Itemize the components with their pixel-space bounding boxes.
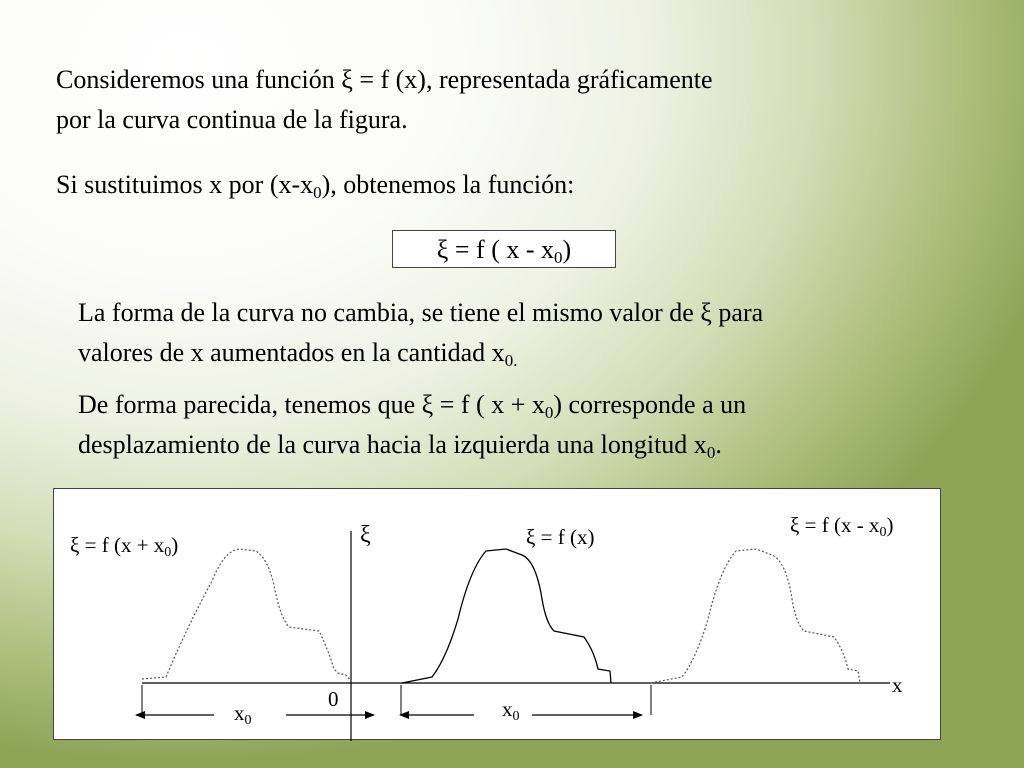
curve-original bbox=[402, 549, 611, 683]
left-shift-line-2-end: . bbox=[715, 430, 722, 459]
substitution-subscript: 0 bbox=[313, 183, 322, 202]
intro-line-2: por la curva continua de la figura. bbox=[56, 105, 408, 134]
label-right-curve-end: ) bbox=[886, 513, 894, 537]
left-shift-line-1: De forma parecida, tenemos que ξ = f ( x + x bbox=[78, 390, 545, 419]
shape-line-1: La forma de la curva no cambia, se tiene el mismo valor de ξ para bbox=[78, 298, 764, 327]
label-center-curve: ξ = f (x) bbox=[526, 525, 595, 549]
label-shift-right-text: x bbox=[502, 697, 513, 721]
label-xi-axis: ξ bbox=[360, 522, 371, 548]
shift-diagram bbox=[53, 488, 941, 740]
label-shift-right bbox=[502, 697, 520, 724]
label-right-curve-text: ξ = f (x - x bbox=[790, 513, 880, 537]
left-shift-line-2-subscript: 0 bbox=[706, 443, 716, 462]
intro-line-1: Consideremos una función ξ = f (x), representada gráficamente bbox=[56, 65, 713, 94]
label-right-curve bbox=[790, 513, 894, 540]
label-shift-left-text: x bbox=[234, 701, 245, 725]
label-x-axis: x bbox=[892, 673, 903, 697]
curve-right-shifted bbox=[651, 549, 860, 683]
label-shift-left bbox=[234, 701, 252, 728]
label-left-curve-sub: 0 bbox=[164, 545, 172, 560]
left-shift-line-1-end: ) corresponde a un bbox=[553, 390, 747, 419]
shape-line-2: valores de x aumentados en la cantidad x bbox=[78, 338, 505, 367]
boxed-formula-text-end: ) bbox=[562, 235, 572, 264]
curve-left-shifted bbox=[142, 549, 351, 681]
label-shift-left-sub: 0 bbox=[244, 713, 252, 728]
boxed-formula-subscript: 0 bbox=[554, 248, 563, 267]
substitution-text: Si sustituimos x por (x-x bbox=[56, 170, 314, 199]
label-shift-right-sub: 0 bbox=[512, 709, 520, 724]
shape-paragraph bbox=[78, 293, 763, 373]
shape-line-2-subscript: 0. bbox=[504, 351, 518, 370]
label-left-curve-text: ξ = f (x + x bbox=[70, 533, 165, 557]
boxed-formula-text: ξ = f ( x - x bbox=[436, 235, 555, 264]
boxed-formula bbox=[392, 230, 616, 268]
substitution-text-end: ), obtenemos la función: bbox=[321, 170, 575, 199]
intro-paragraph bbox=[56, 60, 713, 140]
label-left-curve-end: ) bbox=[171, 533, 179, 557]
substitution-paragraph bbox=[56, 165, 574, 205]
label-left-curve bbox=[70, 533, 179, 560]
left-shift-line-1-subscript: 0 bbox=[544, 403, 554, 422]
left-shift-line-2: desplazamiento de la curva hacia la izquierda una longitud x bbox=[78, 430, 707, 459]
label-right-curve-sub: 0 bbox=[879, 525, 887, 540]
label-origin: 0 bbox=[328, 687, 339, 711]
left-shift-paragraph bbox=[78, 385, 746, 465]
